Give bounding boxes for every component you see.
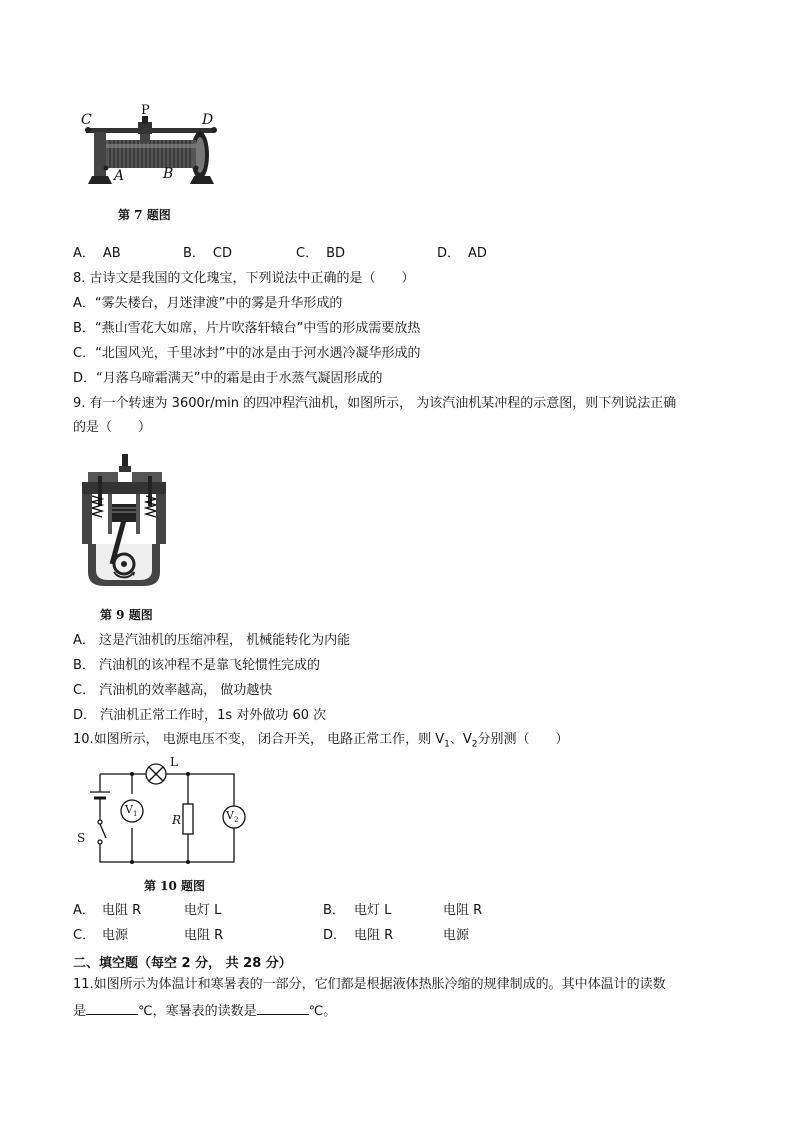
q10-stem: 10.如图所示， 电源电压不变， 闭合开关， 电路正常工作，则 $V_1$、$V_2$分别测（ ） xyxy=(73,732,569,750)
q8-option-b: B．“燕山雪花大如席，片片吹落轩辕台”中雪的形成需要放热 xyxy=(73,321,421,336)
label-l: L xyxy=(170,755,178,769)
q10-option-a-c1: 电阻 R xyxy=(102,903,142,918)
label-r: R xyxy=(172,813,182,827)
q7-option-a: A． AB xyxy=(73,246,121,261)
q8-option-a: A．“雾失楼台，月迷津渡”中的雾是升华形成的 xyxy=(73,296,343,311)
q10-option-b: B． xyxy=(323,903,345,918)
q8-stem: 8. 古诗文是我国的文化瑰宝，下列说法中正确的是（ ） xyxy=(73,271,415,286)
q9-option-c: C． 汽油机的效率越高， 做功越快 xyxy=(73,683,273,698)
q8-option-c: C．“北国风光，千里冰封”中的冰是由于河水遇冷凝华形成的 xyxy=(73,346,421,361)
answer-blank-1[interactable] xyxy=(86,1001,138,1015)
q10-option-b-c1: 电灯 L xyxy=(354,903,392,918)
q9-option-b: B． 汽油机的该冲程不是靠飞轮惯性完成的 xyxy=(73,658,321,673)
q7-option-d: D． AD xyxy=(437,246,487,261)
q10-option-d-c1: 电阻 R xyxy=(354,928,394,943)
q10-option-a: A． xyxy=(73,903,95,918)
label-v1: $V_1$ xyxy=(125,803,138,819)
label-d: D xyxy=(202,112,214,128)
q11-line1: 11.如图所示为体温计和寒暑表的一部分，它们都是根据液体热胀冷缩的规律制成的。其中体温计的读数 xyxy=(73,977,666,992)
q7-caption: 第 7 题图 xyxy=(118,208,171,222)
q9-option-a: A． 这是汽油机的压缩冲程， 机械能转化为内能 xyxy=(73,633,351,648)
q10-option-b-c2: 电阻 R xyxy=(443,903,483,918)
q10-caption: 第 10 题图 xyxy=(144,879,206,893)
q9-stem-line1: 9. 有一个转速为 3600r/min 的四冲程汽油机，如图所示， 为该汽油机某冲程的示意图，则下列说法正确 xyxy=(73,396,677,411)
engine-figure xyxy=(78,452,170,590)
q9-option-d: D． 汽油机正常工作时，1s 对外做功 60 次 xyxy=(73,708,327,723)
q9-stem-line2: 的是（ ） xyxy=(73,420,152,435)
q10-option-c-c1: 电源 xyxy=(102,928,129,943)
q11-line2: 是 ℃，寒暑表的读数是 ℃。 xyxy=(73,1001,336,1021)
label-s: S xyxy=(77,831,86,845)
q10-option-a-c2: 电灯 L xyxy=(184,903,222,918)
q10-option-d: D． xyxy=(323,928,347,943)
label-b: B xyxy=(163,166,174,182)
q8-option-d: D．“月落乌啼霜满天”中的霜是由于水蒸气凝固形成的 xyxy=(73,371,383,386)
section-title: 二、填空题（每空 2 分， 共 28 分） xyxy=(73,956,292,971)
q10-option-c-c2: 电阻 R xyxy=(184,928,224,943)
label-p: P xyxy=(141,103,150,118)
label-a: A xyxy=(114,168,125,184)
circuit-figure xyxy=(72,758,252,868)
label-c: C xyxy=(81,112,92,128)
q10-option-d-c2: 电源 xyxy=(443,928,470,943)
label-v2: $V_2$ xyxy=(226,809,239,825)
q7-option-b: B． CD xyxy=(183,246,233,261)
q7-option-c: C． BD xyxy=(296,246,346,261)
q10-option-c: C． xyxy=(73,928,96,943)
q9-caption: 第 9 题图 xyxy=(100,608,153,622)
answer-blank-2[interactable] xyxy=(257,1001,309,1015)
